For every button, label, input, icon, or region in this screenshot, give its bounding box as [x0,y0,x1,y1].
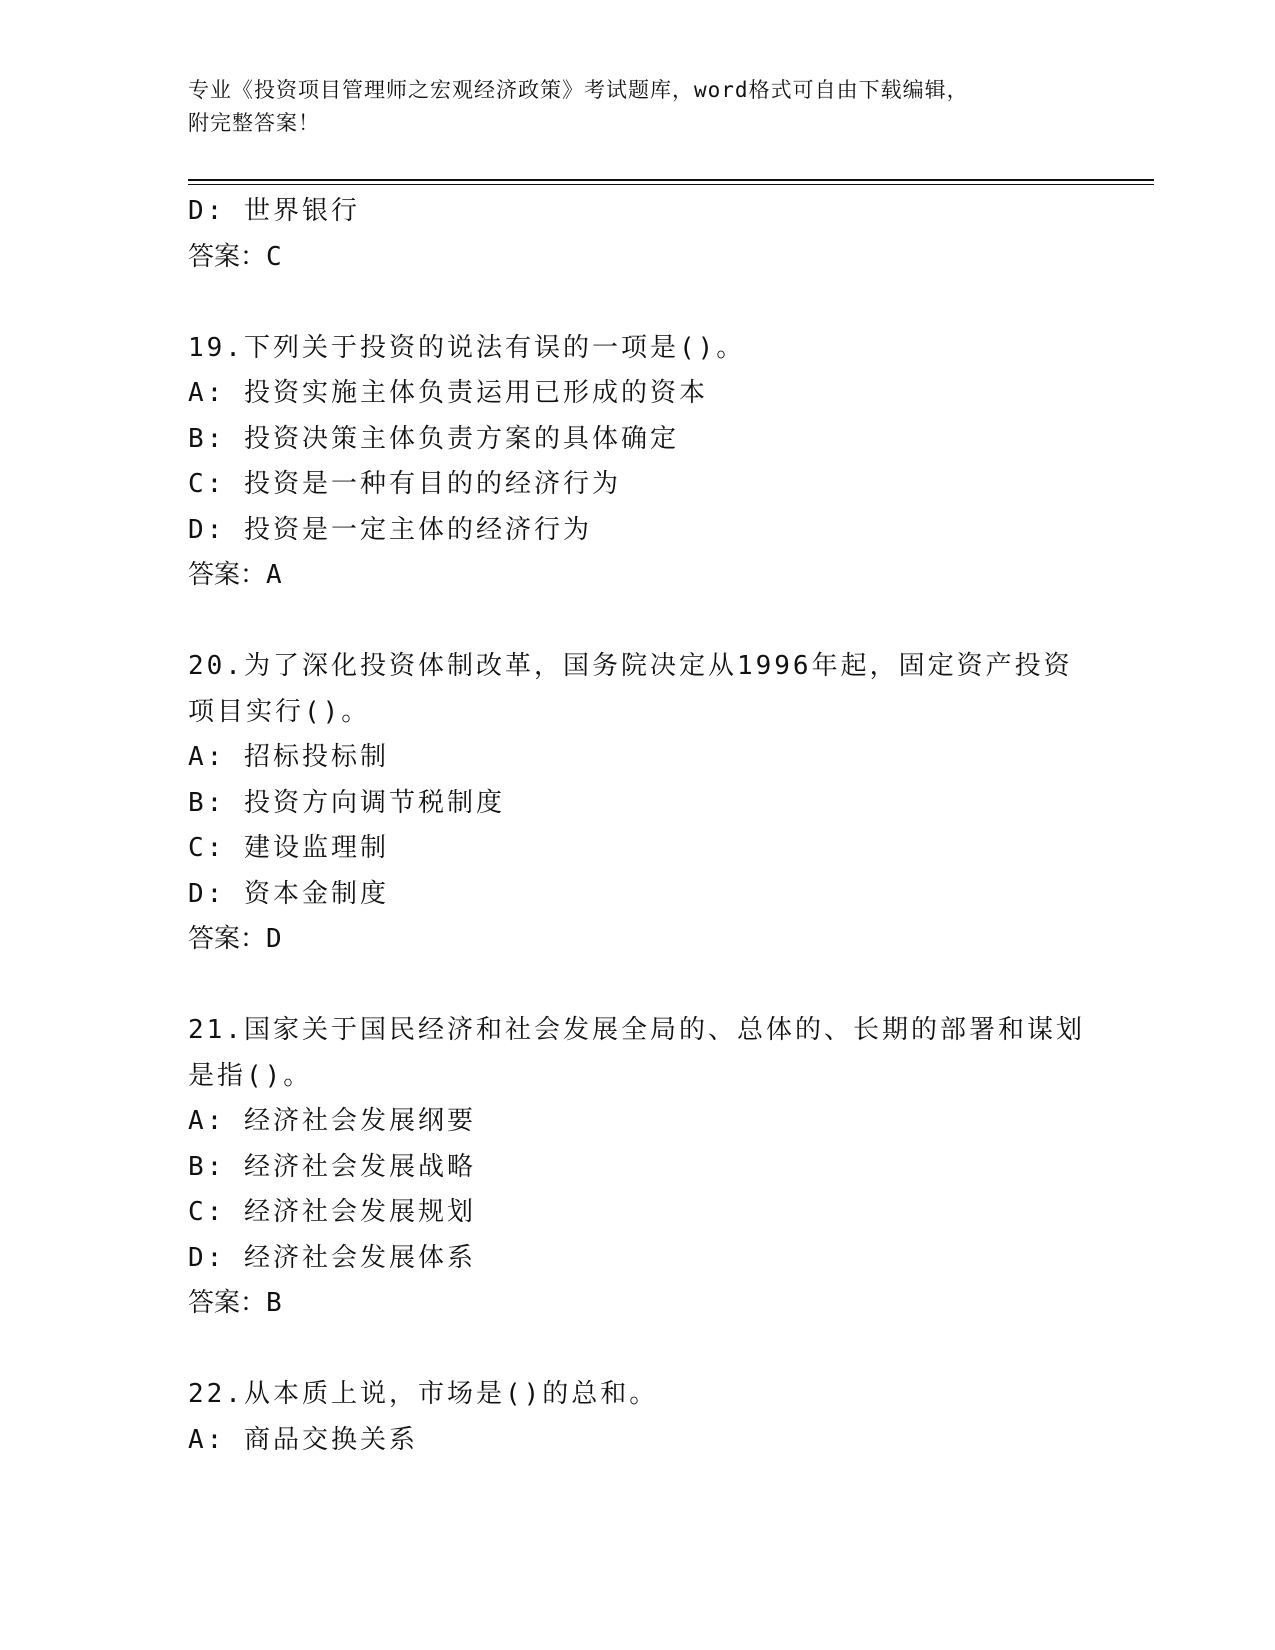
question-21-answer [188,1281,1088,1327]
question-19-option-a: A: 投资实施主体负责运用已形成的资本 [188,378,708,408]
spacer [188,280,1088,326]
question-21-option-d: D: 经济社会发展体系 [188,1242,476,1273]
answer-label: 答案： [188,1288,267,1318]
spacer [188,599,1088,645]
answer-label: 答案： [188,560,267,590]
question-21-stem-line-1: 21.国家关于国民经济和社会发展全局的、总体的、长期的部署和谋划 [188,1015,1085,1045]
question-21-option-b: B: 经济社会发展战略 [188,1151,476,1182]
header-rule-thin [188,184,1154,185]
question-21-option-a: A: 经济社会发展纲要 [188,1106,476,1136]
question-list [188,189,1088,1463]
answer-value: B [266,1288,282,1318]
question-19-option-d: D: 投资是一定主体的经济行为 [188,514,592,545]
answer-value: A [266,560,282,590]
question-20-stem-line-1: 20.为了深化投资体制改革，国务院决定从1996年起，固定资产投资 [188,651,1073,681]
question-19-answer [188,553,1088,599]
spacer [188,963,1088,1009]
answer-label: 答案： [188,924,267,954]
header-rule-thick [188,179,1154,181]
document-header [188,74,1088,140]
header-line-1: 专业《投资项目管理师之宏观经济政策》考试题库，word格式可自由下载编辑， [188,78,969,102]
question-22-option-a: A: 商品交换关系 [188,1424,418,1455]
question-20-option-a: A: 招标投标制 [188,742,389,772]
question-19-stem: 19.下列关于投资的说法有误的一项是()。 [188,332,746,363]
spacer [188,1327,1088,1373]
answer-value: C [266,241,282,272]
question-19-option-b: B: 投资决策主体负责方案的具体确定 [188,423,679,454]
header-line-2: 附完整答案！ [188,111,320,135]
answer-value: D [266,924,282,954]
question-20-option-b: B: 投资方向调节税制度 [188,787,505,818]
answer-label: 答案： [188,241,267,272]
question-22-stem: 22.从本质上说，市场是()的总和。 [188,1379,659,1409]
question-21-option-c: C: 经济社会发展规划 [188,1197,476,1227]
prev-option-d: D: 世界银行 [188,196,360,226]
prev-answer [188,235,1088,281]
question-20-stem-line-2: 项目实行()。 [188,696,371,727]
question-20-answer [188,917,1088,963]
question-20-option-c: C: 建设监理制 [188,833,389,863]
question-20-option-d: D: 资本金制度 [188,878,389,909]
question-21-stem-line-2: 是指()。 [188,1060,313,1091]
question-19-option-c: C: 投资是一种有目的的经济行为 [188,469,621,499]
